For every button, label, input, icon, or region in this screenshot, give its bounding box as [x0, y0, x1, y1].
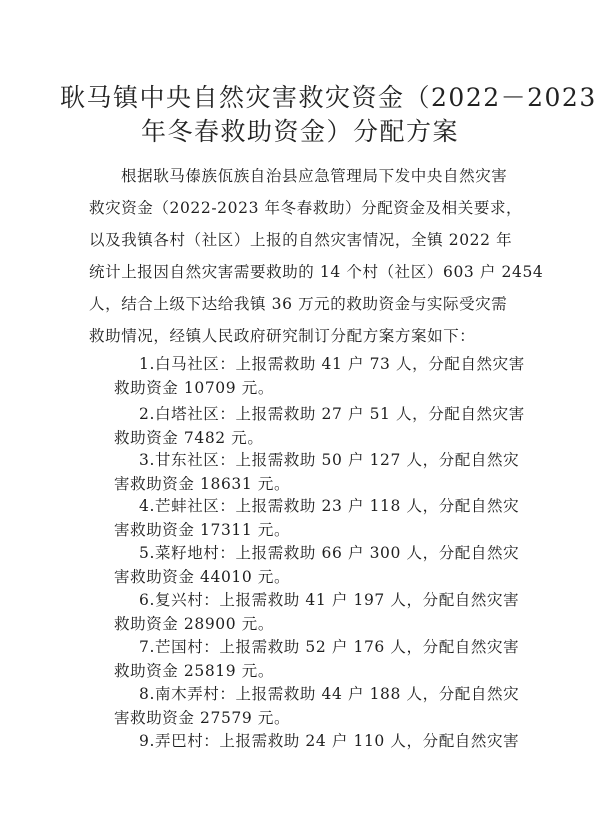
- allocation-item-line: 3.甘东社区：上报需救助 50 户 127 人，分配自然灾: [139, 451, 520, 469]
- allocation-item-line: 害救助资金 44010 元。: [114, 568, 291, 586]
- allocation-item-line: 5.菜籽地村：上报需救助 66 户 300 人，分配自然灾: [139, 544, 520, 562]
- allocation-item-line: 救助资金 28900 元。: [114, 615, 274, 633]
- allocation-item-line: 4.芒蚌社区：上报需救助 23 户 118 人，分配自然灾: [139, 497, 520, 515]
- allocation-item-line: 救助资金 25819 元。: [114, 662, 274, 680]
- allocation-item-line: 2.白塔社区：上报需救助 27 户 51 人，分配自然灾害: [139, 405, 525, 423]
- allocation-item-line: 救助资金 10709 元。: [114, 379, 274, 397]
- allocation-item-line: 6.复兴村：上报需救助 41 户 197 人，分配自然灾害: [139, 591, 520, 609]
- document-title-line-1: 耿马镇中央自然灾害救灾资金（2022－2023: [60, 83, 597, 112]
- allocation-item-line: 9.弄巴村：上报需救助 24 户 110 人，分配自然灾害: [139, 732, 520, 750]
- intro-paragraph-line: 根据耿马傣族佤族自治县应急管理局下发中央自然灾害: [121, 167, 508, 185]
- allocation-item-line: 救助资金 7482 元。: [114, 429, 264, 447]
- intro-paragraph-line: 以及我镇各村（社区）上报的自然灾害情况，全镇 2022 年: [89, 231, 513, 249]
- document-title-line-2: 年冬春救助资金）分配方案: [140, 117, 459, 146]
- allocation-item-line: 害救助资金 18631 元。: [114, 475, 291, 493]
- allocation-item-line: 害救助资金 17311 元。: [114, 521, 291, 539]
- intro-paragraph-line: 统计上报因自然灾害需要救助的 14 个村（社区）603 户 2454: [89, 263, 544, 281]
- allocation-item-line: 害救助资金 27579 元。: [114, 709, 291, 727]
- intro-paragraph-line: 救助情况，经镇人民政府研究制订分配方案方案如下：: [89, 327, 476, 345]
- allocation-item-line: 7.芒国村：上报需救助 52 户 176 人，分配自然灾害: [139, 638, 520, 656]
- intro-paragraph-line: 救灾资金（2022-2023 年冬春救助）分配资金及相关要求，: [89, 199, 523, 217]
- allocation-item-line: 1.白马社区：上报需救助 41 户 73 人，分配自然灾害: [139, 355, 525, 373]
- allocation-item-line: 8.南木弄村：上报需救助 44 户 188 人，分配自然灾: [139, 685, 520, 703]
- intro-paragraph-line: 人，结合上级下达给我镇 36 万元的救助资金与实际受灾需: [89, 295, 508, 313]
